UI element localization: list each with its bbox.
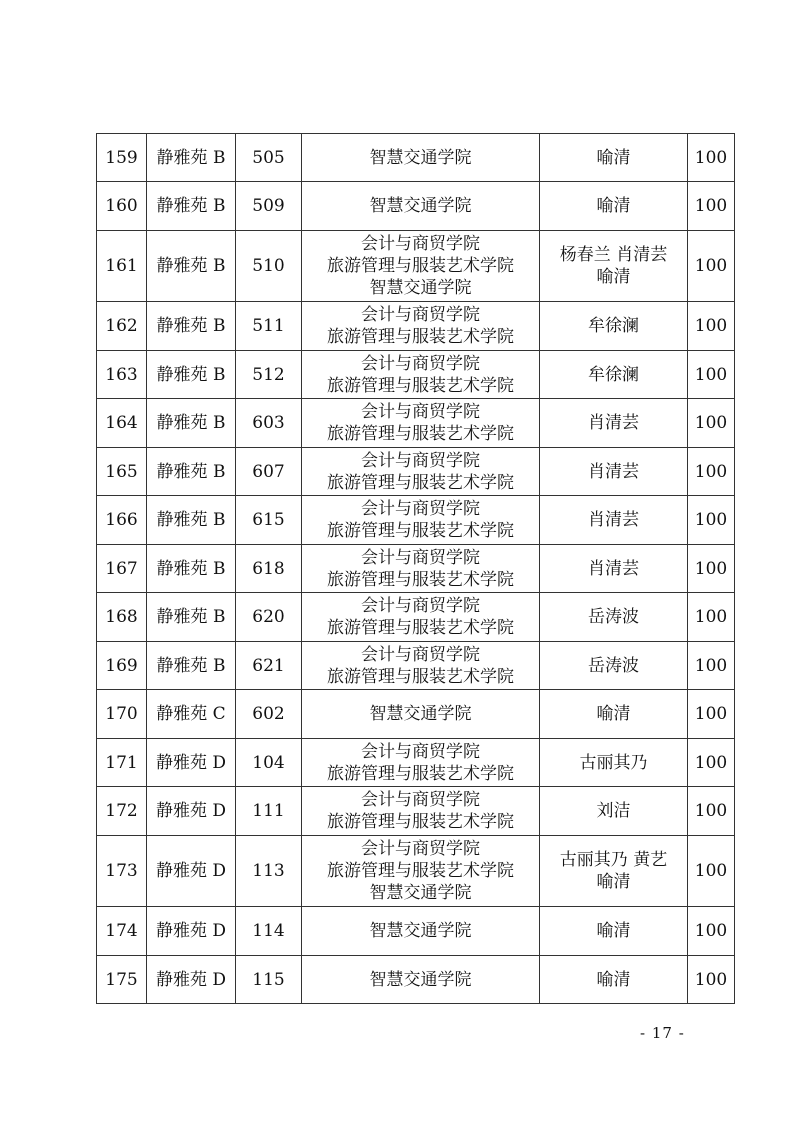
teacher-cell (540, 739, 688, 787)
college-cell (302, 496, 540, 545)
score-cell: 100 (688, 545, 735, 593)
building-cell: 静雅苑 B (147, 302, 236, 351)
college-cell (302, 448, 540, 496)
dormitory-score-table (96, 133, 735, 1004)
teacher-cell (540, 956, 688, 1004)
room-cell: 115 (236, 956, 302, 1004)
room-cell: 114 (236, 907, 302, 956)
building-cell: 静雅苑 D (147, 956, 236, 1004)
building-cell: 静雅苑 D (147, 739, 236, 787)
building-cell: 静雅苑 B (147, 496, 236, 545)
table-row (97, 545, 735, 593)
college-cell-line: 旅游管理与服装艺术学院 (327, 424, 514, 444)
row-number-cell: 164 (97, 399, 147, 448)
teacher-cell (540, 496, 688, 545)
table-row (97, 907, 735, 956)
table-row (97, 642, 735, 690)
teacher-cell-line: 牟徐澜 (588, 364, 639, 385)
college-cell-line: 会计与商贸学院 (361, 234, 480, 254)
room-cell: 602 (236, 690, 302, 739)
teacher-cell (540, 351, 688, 399)
teacher-cell (540, 231, 688, 302)
teacher-cell-line: 喻清 (596, 872, 631, 892)
score-cell: 100 (688, 690, 735, 739)
teacher-cell (540, 545, 688, 593)
teacher-cell (540, 642, 688, 690)
score-cell: 100 (688, 496, 735, 545)
teacher-cell (540, 134, 688, 182)
row-number-cell: 165 (97, 448, 147, 496)
college-cell-line: 旅游管理与服装艺术学院 (327, 861, 514, 881)
room-cell: 615 (236, 496, 302, 545)
building-cell: 静雅苑 B (147, 351, 236, 399)
college-cell-line: 智慧交通学院 (369, 704, 472, 724)
college-cell-line: 会计与商贸学院 (361, 839, 480, 859)
table-row (97, 593, 735, 642)
teacher-cell (540, 787, 688, 836)
teacher-cell (540, 302, 688, 351)
score-cell: 100 (688, 593, 735, 642)
room-cell: 113 (236, 836, 302, 907)
room-cell: 618 (236, 545, 302, 593)
building-cell: 静雅苑 B (147, 182, 236, 231)
college-cell-line: 会计与商贸学院 (361, 644, 480, 665)
college-cell-line: 旅游管理与服装艺术学院 (327, 521, 514, 541)
teacher-cell-line: 古丽其乃 黄艺 (559, 850, 668, 870)
college-cell (302, 351, 540, 399)
college-cell-line: 会计与商贸学院 (361, 450, 480, 471)
teacher-cell-line: 刘洁 (596, 801, 631, 821)
teacher-cell (540, 907, 688, 956)
college-cell-line: 会计与商贸学院 (361, 353, 480, 374)
table-body (97, 134, 735, 1004)
college-cell (302, 956, 540, 1004)
college-cell-line: 会计与商贸学院 (361, 790, 480, 810)
college-cell (302, 545, 540, 593)
building-cell: 静雅苑 B (147, 134, 236, 182)
building-cell: 静雅苑 B (147, 593, 236, 642)
row-number-cell: 168 (97, 593, 147, 642)
teacher-cell-line: 喻清 (596, 196, 631, 216)
table-row (97, 787, 735, 836)
college-cell-line: 智慧交通学院 (369, 147, 472, 168)
college-cell-line: 会计与商贸学院 (361, 596, 480, 616)
teacher-cell-line: 喻清 (596, 921, 631, 941)
table-row (97, 182, 735, 231)
building-cell: 静雅苑 D (147, 907, 236, 956)
teacher-cell-line: 牟徐澜 (588, 316, 639, 336)
building-cell: 静雅苑 C (147, 690, 236, 739)
college-cell-line: 智慧交通学院 (369, 883, 472, 903)
row-number-cell: 159 (97, 134, 147, 182)
row-number-cell: 175 (97, 956, 147, 1004)
teacher-cell-line: 喻清 (596, 704, 631, 724)
room-cell: 620 (236, 593, 302, 642)
score-cell: 100 (688, 836, 735, 907)
room-cell: 111 (236, 787, 302, 836)
college-cell (302, 642, 540, 690)
teacher-cell-line: 喻清 (596, 147, 631, 168)
score-cell: 100 (688, 134, 735, 182)
room-cell: 509 (236, 182, 302, 231)
college-cell-line: 会计与商贸学院 (361, 547, 480, 568)
table-row (97, 448, 735, 496)
score-cell: 100 (688, 231, 735, 302)
teacher-cell-line: 岳涛波 (588, 607, 639, 627)
score-cell: 100 (688, 448, 735, 496)
row-number-cell: 171 (97, 739, 147, 787)
page-number: - 17 - (640, 1024, 685, 1042)
building-cell: 静雅苑 B (147, 231, 236, 302)
row-number-cell: 167 (97, 545, 147, 593)
table-row (97, 739, 735, 787)
college-cell (302, 134, 540, 182)
table-row (97, 399, 735, 448)
college-cell-line: 旅游管理与服装艺术学院 (327, 618, 514, 638)
college-cell (302, 182, 540, 231)
table-row (97, 836, 735, 907)
college-cell (302, 399, 540, 448)
college-cell-line: 旅游管理与服装艺术学院 (327, 812, 514, 832)
teacher-cell (540, 690, 688, 739)
row-number-cell: 174 (97, 907, 147, 956)
college-cell (302, 231, 540, 302)
teacher-cell-line: 肖清芸 (588, 558, 639, 579)
college-cell (302, 593, 540, 642)
room-cell: 505 (236, 134, 302, 182)
college-cell-line: 智慧交通学院 (369, 969, 472, 990)
room-cell: 104 (236, 739, 302, 787)
table-row (97, 231, 735, 302)
college-cell-line: 旅游管理与服装艺术学院 (327, 763, 514, 784)
room-cell: 511 (236, 302, 302, 351)
college-cell-line: 会计与商贸学院 (361, 499, 480, 519)
row-number-cell: 169 (97, 642, 147, 690)
row-number-cell: 172 (97, 787, 147, 836)
row-number-cell: 160 (97, 182, 147, 231)
table-row (97, 351, 735, 399)
college-cell (302, 907, 540, 956)
building-cell: 静雅苑 B (147, 642, 236, 690)
building-cell: 静雅苑 B (147, 399, 236, 448)
table-row (97, 302, 735, 351)
row-number-cell: 166 (97, 496, 147, 545)
row-number-cell: 173 (97, 836, 147, 907)
college-cell-line: 旅游管理与服装艺术学院 (327, 256, 514, 276)
room-cell: 607 (236, 448, 302, 496)
college-cell (302, 836, 540, 907)
score-cell: 100 (688, 351, 735, 399)
teacher-cell (540, 399, 688, 448)
table-row (97, 496, 735, 545)
building-cell: 静雅苑 B (147, 545, 236, 593)
score-cell: 100 (688, 956, 735, 1004)
teacher-cell-line: 岳涛波 (588, 655, 639, 676)
college-cell-line: 旅游管理与服装艺术学院 (327, 327, 514, 347)
row-number-cell: 161 (97, 231, 147, 302)
table-row (97, 956, 735, 1004)
teacher-cell-line: 肖清芸 (588, 510, 639, 530)
college-cell-line: 会计与商贸学院 (361, 402, 480, 422)
score-cell: 100 (688, 739, 735, 787)
college-cell-line: 智慧交通学院 (369, 196, 472, 216)
teacher-cell (540, 836, 688, 907)
college-cell-line: 智慧交通学院 (369, 921, 472, 941)
college-cell (302, 787, 540, 836)
room-cell: 621 (236, 642, 302, 690)
college-cell (302, 302, 540, 351)
score-cell: 100 (688, 182, 735, 231)
row-number-cell: 162 (97, 302, 147, 351)
room-cell: 603 (236, 399, 302, 448)
college-cell-line: 旅游管理与服装艺术学院 (327, 569, 514, 590)
score-cell: 100 (688, 302, 735, 351)
room-cell: 512 (236, 351, 302, 399)
row-number-cell: 170 (97, 690, 147, 739)
score-cell: 100 (688, 642, 735, 690)
building-cell: 静雅苑 D (147, 836, 236, 907)
college-cell-line: 旅游管理与服装艺术学院 (327, 375, 514, 396)
teacher-cell-line: 喻清 (596, 267, 631, 287)
table-row (97, 690, 735, 739)
room-cell: 510 (236, 231, 302, 302)
score-cell: 100 (688, 787, 735, 836)
teacher-cell-line: 喻清 (596, 969, 631, 990)
teacher-cell-line: 肖清芸 (588, 413, 639, 433)
college-cell (302, 690, 540, 739)
row-number-cell: 163 (97, 351, 147, 399)
building-cell: 静雅苑 D (147, 787, 236, 836)
score-cell: 100 (688, 907, 735, 956)
score-cell: 100 (688, 399, 735, 448)
teacher-cell (540, 182, 688, 231)
college-cell (302, 739, 540, 787)
teacher-cell-line: 古丽其乃 (579, 752, 648, 773)
college-cell-line: 智慧交通学院 (369, 278, 472, 298)
table-row (97, 134, 735, 182)
teacher-cell-line: 肖清芸 (588, 461, 639, 482)
teacher-cell (540, 593, 688, 642)
college-cell-line: 旅游管理与服装艺术学院 (327, 666, 514, 687)
college-cell-line: 会计与商贸学院 (361, 305, 480, 325)
college-cell-line: 会计与商贸学院 (361, 741, 480, 762)
teacher-cell (540, 448, 688, 496)
college-cell-line: 旅游管理与服装艺术学院 (327, 472, 514, 493)
building-cell: 静雅苑 B (147, 448, 236, 496)
teacher-cell-line: 杨春兰 肖清芸 (559, 245, 668, 265)
